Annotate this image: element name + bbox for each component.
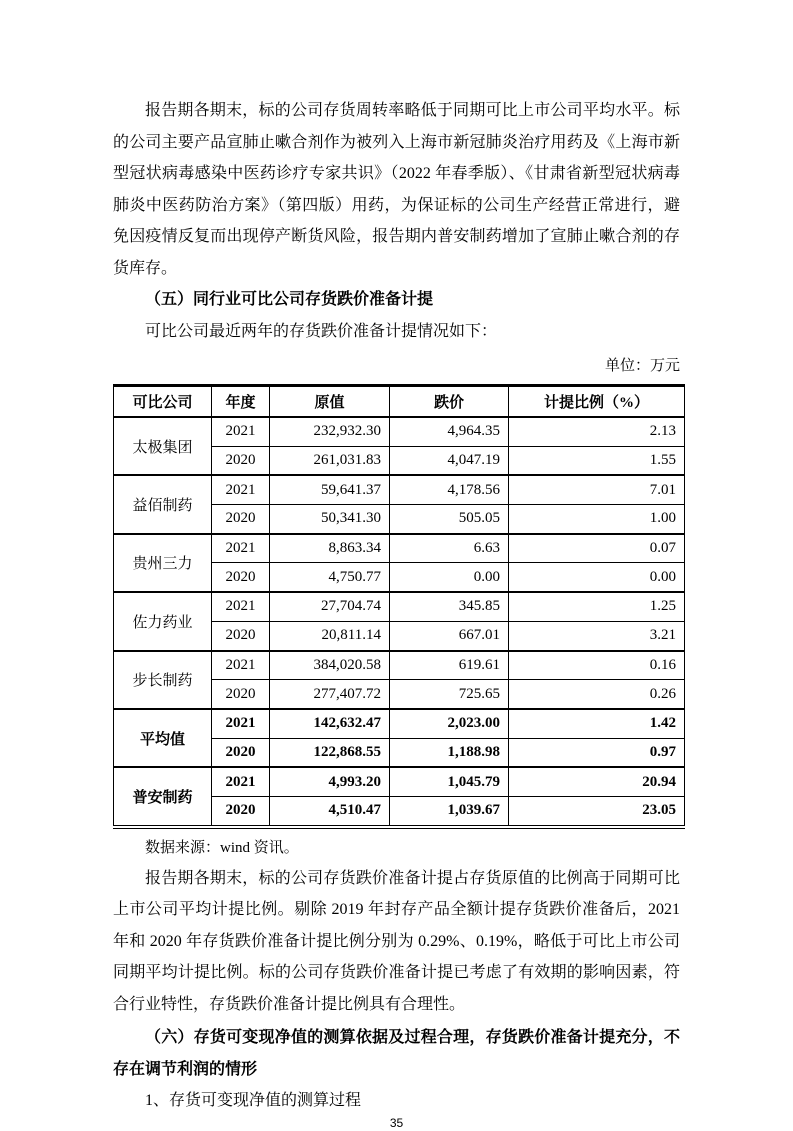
- company-cell: 佐力药业: [114, 592, 212, 650]
- year-cell: 2020: [212, 563, 270, 592]
- value-cell: 4,964.35: [390, 417, 509, 446]
- value-cell: 1,188.98: [390, 738, 509, 767]
- column-header-provision-ratio: 计提比例（%）: [509, 386, 685, 418]
- column-header-original-value: 原值: [270, 386, 390, 418]
- data-source-note: 数据来源：wind 资讯。: [145, 839, 299, 856]
- company-cell: 贵州三力: [114, 534, 212, 592]
- value-cell: 1.25: [509, 592, 685, 621]
- value-cell: 4,510.47: [270, 796, 390, 826]
- value-cell: 8,863.34: [270, 534, 390, 563]
- table-row: [114, 592, 685, 621]
- year-cell: 2021: [212, 767, 270, 796]
- value-cell: 0.26: [509, 680, 685, 709]
- value-cell: 277,407.72: [270, 680, 390, 709]
- value-cell: 667.01: [390, 621, 509, 650]
- value-cell: 6.63: [390, 534, 509, 563]
- value-cell: 1,045.79: [390, 767, 509, 796]
- column-header-writedown: 跌价: [390, 386, 509, 418]
- comparison-table: [113, 384, 685, 829]
- year-cell: 2021: [212, 592, 270, 621]
- value-cell: 20,811.14: [270, 621, 390, 650]
- year-cell: 2021: [212, 709, 270, 738]
- value-cell: 619.61: [390, 651, 509, 680]
- value-cell: 59,641.37: [270, 475, 390, 504]
- value-cell: 27,704.74: [270, 592, 390, 621]
- table-intro: 可比公司最近两年的存货跌价准备计提情况如下：: [145, 322, 498, 340]
- column-header-company: 可比公司: [114, 386, 212, 418]
- year-cell: 2020: [212, 738, 270, 767]
- table-header-row: [114, 386, 685, 418]
- value-cell: 3.21: [509, 621, 685, 650]
- paragraph-analysis: 报告期各期末，标的公司存货跌价准备计提占存货原值的比例高于同期可比上市公司平均计提比例。剔除 2019 年封存产品全额计提存货跌价准备后，2021 年和 2020 年存货跌价准备计提比例分别为 0.29%、0.19%，略低于可比上市公司同期平均计提比例。标的公司存货跌价准备计提已考虑了有效期的影响因素，符合行业特性，存货跌价准备计提比例具有合理性。: [113, 869, 680, 1013]
- company-cell: 平均值: [114, 709, 212, 767]
- value-cell: 4,750.77: [270, 563, 390, 592]
- value-cell: 142,632.47: [270, 709, 390, 738]
- value-cell: 1.55: [509, 446, 685, 475]
- unit-label: 单位：万元: [604, 358, 680, 374]
- value-cell: 2.13: [509, 417, 685, 446]
- company-cell: 益佰制药: [114, 475, 212, 533]
- value-cell: 0.16: [509, 651, 685, 680]
- paragraph-intro: 报告期各期末，标的公司存货周转率略低于同期可比上市公司平均水平。标的公司主要产品宣肺止嗽合剂作为被列入上海市新冠肺炎治疗用药及《上海市新型冠状病毒感染中医药诊疗专家共识》（2022 年春季版）、《甘肃省新型冠状病毒肺炎中医药防治方案》（第四版）用药，为保证标的公司生产经营正常进行，避免因疫情反复而出现停产断货风险，报告期内普安制药增加了宣肺止嗽合剂的存货库存。: [113, 102, 680, 277]
- year-cell: 2020: [212, 505, 270, 534]
- section-5-heading: （五）同行业可比公司存货跌价准备计提: [145, 291, 434, 308]
- year-cell: 2021: [212, 475, 270, 504]
- table-row: [114, 417, 685, 446]
- value-cell: 1,039.67: [390, 796, 509, 826]
- value-cell: 23.05: [509, 796, 685, 826]
- value-cell: 4,993.20: [270, 767, 390, 796]
- value-cell: 7.01: [509, 475, 685, 504]
- value-cell: 50,341.30: [270, 505, 390, 534]
- value-cell: 345.85: [390, 592, 509, 621]
- value-cell: 0.00: [509, 563, 685, 592]
- year-cell: 2021: [212, 651, 270, 680]
- value-cell: 1.00: [509, 505, 685, 534]
- value-cell: 725.65: [390, 680, 509, 709]
- value-cell: 2,023.00: [390, 709, 509, 738]
- table-row: [114, 475, 685, 504]
- value-cell: 384,020.58: [270, 651, 390, 680]
- section-6-heading: （六）存货可变现净值的测算依据及过程合理，存货跌价准备计提充分，不存在调节利润的情形: [113, 1029, 680, 1078]
- year-cell: 2021: [212, 417, 270, 446]
- table-row: [114, 767, 685, 796]
- value-cell: 122,868.55: [270, 738, 390, 767]
- value-cell: 20.94: [509, 767, 685, 796]
- year-cell: 2020: [212, 446, 270, 475]
- subsection-1-heading: 1、存货可变现净值的测算过程: [145, 1092, 362, 1110]
- company-cell: 太极集团: [114, 417, 212, 475]
- year-cell: 2020: [212, 796, 270, 826]
- company-cell: 普安制药: [114, 767, 212, 826]
- value-cell: 0.97: [509, 738, 685, 767]
- table-row: [114, 651, 685, 680]
- comparison-table-body: [114, 417, 685, 827]
- year-cell: 2020: [212, 621, 270, 650]
- value-cell: 0.07: [509, 534, 685, 563]
- value-cell: 0.00: [390, 563, 509, 592]
- year-cell: 2021: [212, 534, 270, 563]
- value-cell: 505.05: [390, 505, 509, 534]
- column-header-year: 年度: [212, 386, 270, 418]
- value-cell: 1.42: [509, 709, 685, 738]
- year-cell: 2020: [212, 680, 270, 709]
- value-cell: 4,047.19: [390, 446, 509, 475]
- table-row: [114, 709, 685, 738]
- table-row: [114, 534, 685, 563]
- value-cell: 232,932.30: [270, 417, 390, 446]
- value-cell: 261,031.83: [270, 446, 390, 475]
- page-number: 35: [389, 1115, 404, 1130]
- company-cell: 步长制药: [114, 651, 212, 709]
- value-cell: 4,178.56: [390, 475, 509, 504]
